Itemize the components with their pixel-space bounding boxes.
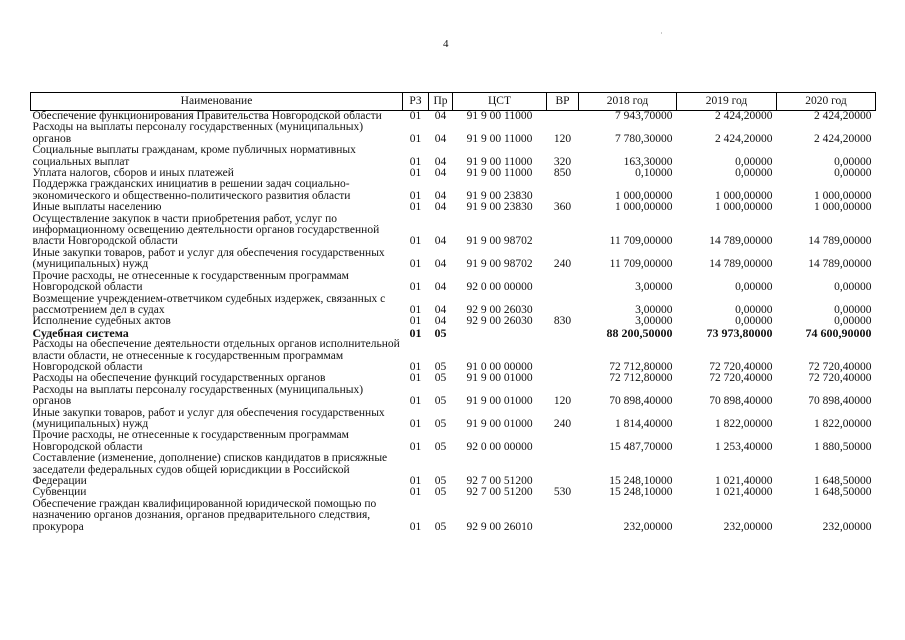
row-pr: 05 bbox=[434, 395, 447, 408]
row-rz: 01 bbox=[409, 440, 422, 453]
table-row bbox=[31, 499, 876, 533]
row-pr: 04 bbox=[434, 155, 447, 168]
row-rz: 01 bbox=[409, 110, 422, 122]
row-name: Прочие расходы, не отнесенные к государственным программам Новгородской области bbox=[32, 429, 349, 453]
row-vr: 850 bbox=[553, 167, 572, 180]
row-cst: 91 0 00 00000 bbox=[466, 360, 533, 373]
row-cst: 91 9 00 11000 bbox=[466, 110, 533, 122]
table-row bbox=[31, 294, 876, 317]
table-header-row bbox=[31, 93, 876, 111]
row-cst: 91 9 00 01000 bbox=[466, 417, 533, 430]
row-vr bbox=[547, 294, 579, 317]
table-row bbox=[31, 385, 876, 408]
row-name: Обеспечение граждан квалифицированной юридической помощью по назначению органов дознания, органов предварительного следствия, прокурора bbox=[32, 497, 377, 533]
row-vr: 240 bbox=[553, 417, 572, 430]
row-2018: 72 712,80000 bbox=[609, 360, 673, 373]
row-2020: 14 789,00000 bbox=[808, 258, 872, 271]
row-cst: 91 9 00 01000 bbox=[466, 395, 533, 408]
row-rz: 01 bbox=[409, 520, 422, 533]
row-2018: 11 709,00000 bbox=[609, 258, 673, 271]
row-2018: 7 780,30000 bbox=[615, 132, 673, 145]
row-cst: 92 9 00 26030 bbox=[466, 315, 533, 328]
table-row bbox=[31, 202, 876, 213]
row-rz: 01 bbox=[409, 189, 422, 202]
page-number: 4 bbox=[443, 38, 449, 50]
row-vr: 120 bbox=[553, 395, 572, 408]
row-rz: 01 bbox=[409, 155, 422, 168]
row-name: Иные закупки товаров, работ и услуг для обеспечения государственных (муниципальных) нужд bbox=[32, 406, 385, 430]
row-pr: 05 bbox=[434, 520, 447, 533]
row-2019: 1 253,40000 bbox=[715, 440, 773, 453]
row-vr: 120 bbox=[553, 132, 572, 145]
row-2018: 15 248,10000 bbox=[609, 486, 673, 499]
row-name: Иные выплаты населению bbox=[32, 201, 162, 214]
row-vr: 240 bbox=[553, 258, 572, 271]
row-pr: 05 bbox=[434, 417, 447, 430]
row-2018: 15 487,70000 bbox=[609, 440, 673, 453]
row-vr bbox=[547, 214, 579, 248]
row-pr: 05 bbox=[434, 475, 447, 487]
row-rz: 01 bbox=[409, 475, 422, 487]
row-vr bbox=[547, 499, 579, 533]
row-2019: 0,00000 bbox=[735, 303, 773, 316]
header-name: Наименование bbox=[31, 93, 403, 111]
row-2020: 1 000,00000 bbox=[814, 189, 872, 202]
row-rz: 01 bbox=[409, 258, 422, 271]
header-vr: ВР bbox=[547, 93, 579, 111]
row-2019: 1 000,00000 bbox=[715, 189, 773, 202]
row-2019: 1 822,00000 bbox=[715, 417, 773, 430]
row-2020: 0,00000 bbox=[834, 167, 872, 180]
row-rz: 01 bbox=[409, 360, 422, 373]
row-2018: 72 712,80000 bbox=[609, 372, 673, 385]
row-cst: 91 9 00 11000 bbox=[466, 132, 533, 145]
row-name: Иные закупки товаров, работ и услуг для обеспечения государственных (муниципальных) нужд bbox=[32, 246, 385, 271]
row-2019: 232,00000 bbox=[723, 520, 773, 533]
row-rz: 01 bbox=[409, 281, 422, 294]
table-row bbox=[31, 214, 876, 248]
row-2019: 2 424,20000 bbox=[715, 132, 773, 145]
row-2019: 1 021,40000 bbox=[715, 475, 773, 487]
row-2018: 1 000,00000 bbox=[615, 189, 673, 202]
row-vr: 320 bbox=[553, 155, 572, 168]
row-rz: 01 bbox=[409, 167, 422, 180]
row-name: Судебная система bbox=[32, 325, 129, 340]
row-pr: 04 bbox=[434, 110, 447, 122]
row-2018: 88 200,50000 bbox=[606, 325, 673, 340]
table-row bbox=[31, 122, 876, 145]
header-cst: ЦСТ bbox=[453, 93, 547, 111]
row-2020: 232,00000 bbox=[822, 520, 872, 533]
row-name: Исполнение судебных актов bbox=[32, 315, 171, 328]
row-2020: 0,00000 bbox=[834, 315, 872, 328]
row-name: Обеспечение функционирования Правительства Новгородской области bbox=[32, 110, 382, 122]
row-pr: 04 bbox=[434, 167, 447, 180]
row-2018: 3,00000 bbox=[635, 315, 673, 328]
row-2018: 3,00000 bbox=[635, 281, 673, 294]
row-2019: 72 720,40000 bbox=[709, 372, 773, 385]
row-2020: 1 000,00000 bbox=[814, 201, 872, 214]
row-name: Расходы на обеспечение деятельности отдельных органов исполнительной власти области, не отнесенные к государственным программам Новгородской области bbox=[32, 338, 400, 373]
table-row bbox=[31, 408, 876, 431]
row-name: Осуществление закупок в части приобретения работ, услуг по информационному освещению деятельности органов государственной власти Новгородской области bbox=[32, 212, 380, 248]
row-cst: 92 9 00 26010 bbox=[466, 520, 533, 533]
row-pr: 04 bbox=[434, 281, 447, 294]
row-vr bbox=[547, 271, 579, 294]
row-2020: 72 720,40000 bbox=[808, 372, 872, 385]
row-vr bbox=[547, 179, 579, 202]
row-rz: 01 bbox=[409, 132, 422, 145]
row-pr: 04 bbox=[434, 303, 447, 316]
row-vr bbox=[547, 328, 579, 339]
row-cst: 91 9 00 98702 bbox=[466, 235, 533, 248]
row-2020: 2 424,20000 bbox=[814, 132, 872, 145]
row-cst: 92 7 00 51200 bbox=[466, 475, 533, 487]
row-pr: 05 bbox=[434, 372, 447, 385]
row-cst: 92 0 00 00000 bbox=[466, 281, 533, 294]
row-name: Составление (изменение, дополнение) списков кандидатов в присяжные заседатели федеральных судов общей юрисдикции в Российской Федерации bbox=[32, 452, 388, 487]
row-2018: 163,30000 bbox=[623, 155, 673, 168]
row-2018: 1 000,00000 bbox=[615, 201, 673, 214]
row-name: Уплата налогов, сборов и иных платежей bbox=[32, 167, 234, 180]
row-cst: 91 9 00 11000 bbox=[466, 155, 533, 168]
row-pr: 04 bbox=[434, 258, 447, 271]
table-row bbox=[31, 271, 876, 294]
row-rz: 01 bbox=[409, 201, 422, 214]
row-vr bbox=[547, 430, 579, 453]
row-rz: 01 bbox=[409, 235, 422, 248]
scan-mark: ʿ bbox=[660, 31, 663, 41]
row-2019: 2 424,20000 bbox=[715, 110, 773, 122]
row-rz: 01 bbox=[409, 315, 422, 328]
row-vr bbox=[547, 111, 579, 123]
row-2020: 70 898,40000 bbox=[808, 395, 872, 408]
table-row bbox=[31, 179, 876, 202]
row-2020: 0,00000 bbox=[834, 155, 872, 168]
header-rz: РЗ bbox=[403, 93, 429, 111]
row-rz: 01 bbox=[409, 486, 422, 499]
row-rz: 01 bbox=[409, 395, 422, 408]
row-2018: 15 248,10000 bbox=[609, 475, 673, 487]
row-2018: 232,00000 bbox=[623, 520, 673, 533]
row-2020: 14 789,00000 bbox=[808, 235, 872, 248]
row-name: Возмещение учреждением-ответчиком судебных издержек, связанных с рассмотрением дел в судах bbox=[32, 292, 386, 316]
row-rz: 01 bbox=[409, 417, 422, 430]
row-cst: 92 0 00 00000 bbox=[466, 440, 533, 453]
table-row bbox=[31, 339, 876, 373]
header-2020: 2020 год bbox=[777, 93, 876, 111]
row-vr bbox=[547, 453, 579, 487]
row-pr: 05 bbox=[434, 325, 447, 340]
row-name: Социальные выплаты гражданам, кроме публичных нормативных социальных выплат bbox=[32, 144, 356, 168]
row-cst: 91 9 00 01000 bbox=[466, 372, 533, 385]
row-2019: 14 789,00000 bbox=[709, 258, 773, 271]
row-pr: 04 bbox=[434, 201, 447, 214]
row-pr: 04 bbox=[434, 132, 447, 145]
row-2019: 73 973,80000 bbox=[706, 325, 773, 340]
row-cst: 92 7 00 51200 bbox=[466, 486, 533, 499]
row-2020: 2 424,20000 bbox=[814, 110, 872, 122]
row-2018: 1 814,40000 bbox=[615, 417, 673, 430]
row-pr: 05 bbox=[434, 440, 447, 453]
table-row bbox=[31, 248, 876, 271]
row-name: Поддержка гражданских инициатив в решении задач социально-экономического и общественно-политического развития области bbox=[32, 178, 351, 202]
row-name: Субвенции bbox=[32, 486, 87, 499]
row-2020: 1 648,50000 bbox=[814, 486, 872, 499]
row-2020: 1 648,50000 bbox=[814, 475, 872, 487]
row-2019: 70 898,40000 bbox=[709, 395, 773, 408]
row-2019: 0,00000 bbox=[735, 281, 773, 294]
table-row bbox=[31, 430, 876, 453]
row-2020: 0,00000 bbox=[834, 281, 872, 294]
row-name: Расходы на выплаты персоналу государственных (муниципальных) органов bbox=[32, 121, 364, 145]
row-vr: 530 bbox=[553, 486, 572, 499]
row-pr: 04 bbox=[434, 189, 447, 202]
row-2018: 70 898,40000 bbox=[609, 395, 673, 408]
row-2019: 0,00000 bbox=[735, 155, 773, 168]
row-cst: 91 9 00 11000 bbox=[466, 167, 533, 180]
row-2020: 1 822,00000 bbox=[814, 417, 872, 430]
row-cst: 91 9 00 23830 bbox=[466, 189, 533, 202]
row-2018: 3,00000 bbox=[635, 303, 673, 316]
table-row bbox=[31, 453, 876, 487]
row-rz: 01 bbox=[409, 325, 422, 340]
row-2019: 0,00000 bbox=[735, 167, 773, 180]
header-2019: 2019 год bbox=[677, 93, 777, 111]
row-vr bbox=[547, 339, 579, 373]
row-vr: 360 bbox=[553, 201, 572, 214]
row-2018: 0,10000 bbox=[635, 167, 673, 180]
row-cst: 92 9 00 26030 bbox=[466, 303, 533, 316]
row-pr: 04 bbox=[434, 235, 447, 248]
row-2018: 11 709,00000 bbox=[609, 235, 673, 248]
row-rz: 01 bbox=[409, 303, 422, 316]
row-cst bbox=[453, 328, 547, 339]
row-2018: 7 943,70000 bbox=[615, 110, 673, 122]
row-pr: 05 bbox=[434, 360, 447, 373]
row-name: Расходы на выплаты персоналу государственных (муниципальных) органов bbox=[32, 383, 364, 408]
row-pr: 04 bbox=[434, 315, 447, 328]
row-2019: 14 789,00000 bbox=[709, 235, 773, 248]
row-name: Прочие расходы, не отнесенные к государственным программам Новгородской области bbox=[32, 269, 349, 294]
budget-table bbox=[30, 92, 876, 533]
row-vr: 830 bbox=[553, 315, 572, 328]
row-name: Расходы на обеспечение функций государственных органов bbox=[32, 372, 326, 385]
row-2019: 1 021,40000 bbox=[715, 486, 773, 499]
row-rz: 01 bbox=[409, 372, 422, 385]
row-2020: 72 720,40000 bbox=[808, 360, 872, 373]
row-vr bbox=[547, 373, 579, 384]
row-cst: 91 9 00 23830 bbox=[466, 201, 533, 214]
row-2020: 1 880,50000 bbox=[814, 440, 872, 453]
row-2019: 1 000,00000 bbox=[715, 201, 773, 214]
header-pr: Пр bbox=[429, 93, 453, 111]
row-2019: 72 720,40000 bbox=[709, 360, 773, 373]
row-2020: 74 600,90000 bbox=[805, 325, 872, 340]
header-2018: 2018 год bbox=[579, 93, 677, 111]
row-pr: 05 bbox=[434, 486, 447, 499]
row-2020: 0,00000 bbox=[834, 303, 872, 316]
row-2019: 0,00000 bbox=[735, 315, 773, 328]
row-cst: 91 9 00 98702 bbox=[466, 258, 533, 271]
table-row bbox=[31, 145, 876, 168]
